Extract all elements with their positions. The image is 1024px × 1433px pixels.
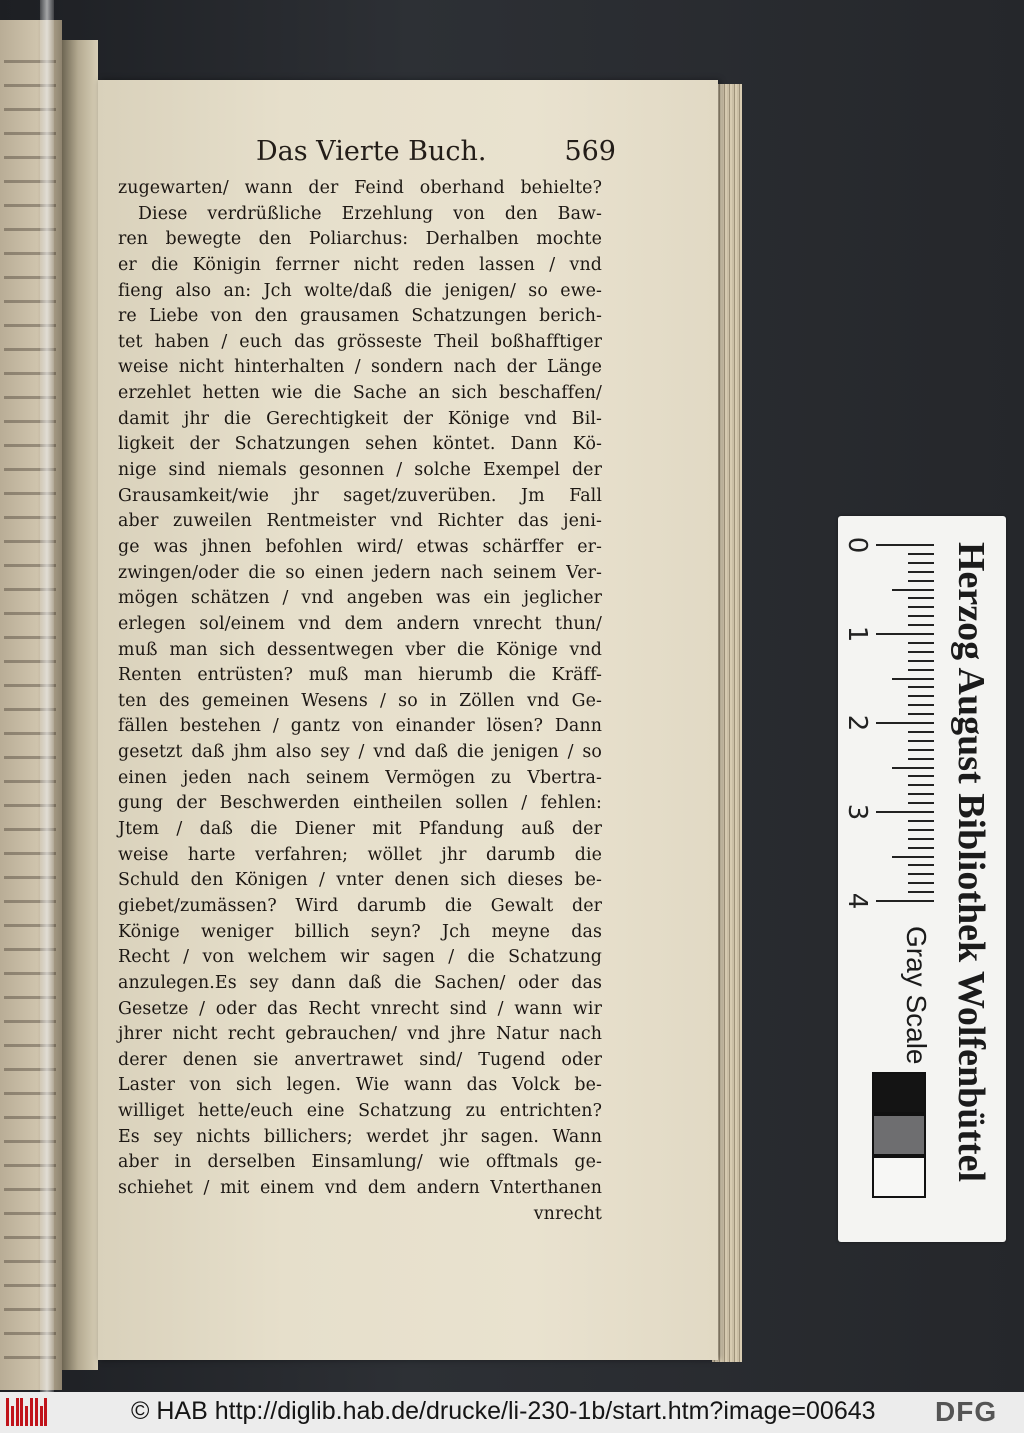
text-line: Es sey nichts billichers; werdet jhr sagen. Wann <box>118 1126 602 1147</box>
text-line: williget hette/euch eine Schatzung zu entrichten? <box>118 1101 602 1122</box>
ruler-tick <box>908 695 934 697</box>
text-line: zwingen/oder die so einen jedern nach seinem Ver- <box>118 562 602 583</box>
ruler-tick <box>908 749 934 751</box>
gray-swatch-mid <box>872 1114 926 1156</box>
ruler-number: 0 <box>842 536 872 554</box>
text-line: erlegen sol/einem vnd dem andern vnrecht thun/ <box>118 613 602 634</box>
text-line: ren bewegte den Poliarchus: Derhalben mochte <box>118 229 602 250</box>
text-line: muß man sich dessentwegen vber die Könige vnd <box>118 639 602 660</box>
text-line: Diese verdrüßliche Erzehlung von den Baw- <box>138 203 602 224</box>
ruler-tick <box>908 651 934 653</box>
ruler <box>838 516 928 916</box>
ruler-tick <box>908 847 934 849</box>
ruler-tick <box>892 767 934 769</box>
ruler-number: 2 <box>842 714 872 732</box>
glass-plate-edge <box>40 0 54 1392</box>
institution-name: Herzog August Bibliothek Wolfenbüttel <box>950 542 992 1183</box>
page-number: 569 <box>564 136 616 167</box>
text-line: gung der Beschwerden eintheilen sollen / fehlen: <box>118 793 602 814</box>
ruler-tick <box>908 873 934 875</box>
ruler-tick <box>908 669 934 671</box>
text-line: mögen schätzen / vnd angeben was ein jeglicher <box>118 588 602 609</box>
text-line: einen jeden nach seinem Vermögen zu Vbertra- <box>118 767 602 788</box>
ruler-tick <box>908 793 934 795</box>
ruler-number: 4 <box>842 892 872 910</box>
ruler-tick <box>908 784 934 786</box>
text-line: Recht / von welchem wir sagen / die Schatzung <box>118 947 602 968</box>
ruler-tick <box>908 615 934 617</box>
ruler-tick <box>876 633 934 635</box>
catchword: vnrecht <box>533 1203 602 1224</box>
text-line: anzulegen.Es sey dann daß die Sachen/ oder das <box>118 972 602 993</box>
ruler-tick <box>908 829 934 831</box>
ruler-tick <box>908 606 934 608</box>
ruler-tick <box>908 686 934 688</box>
ruler-tick <box>908 838 934 840</box>
ruler-tick <box>876 544 934 546</box>
text-line: Renten entrüsten? muß man hierumb die Kräff- <box>118 665 602 686</box>
text-line: nige sind niemals gesonnen / solche Exempel der <box>118 460 602 481</box>
ruler-tick <box>876 811 934 813</box>
gray-scale-label: Gray Scale <box>901 926 932 1065</box>
text-line: aber in derselben Einsamlung/ wie offtmals ge- <box>118 1152 602 1173</box>
dfg-logo: DFG <box>935 1396 998 1427</box>
ruler-tick <box>908 562 934 564</box>
footer-credit: © HAB http://diglib.hab.de/drucke/li-230-1b/start.htm?image=00643 <box>131 1397 876 1425</box>
ruler-tick <box>908 642 934 644</box>
ruler-tick <box>908 864 934 866</box>
ruler-tick <box>876 900 934 902</box>
text-line: ten des gemeinen Wesens / so in Zöllen vnd Ge- <box>118 690 602 711</box>
text-line: weise harte verfahren; wöllet jhr darumb die <box>118 844 602 865</box>
text-line: Laster von sich legen. Wie wann das Volck be- <box>118 1075 602 1096</box>
text-line: zugewarten/ wann der Feind oberhand behielte? <box>118 178 602 198</box>
ruler-tick <box>908 580 934 582</box>
text-line: fieng also an: Jch wolte/daß die jenigen/ so ewe- <box>118 280 602 301</box>
ruler-tick <box>908 624 934 626</box>
text-line: tet haben / euch das grösseste Theil boßhafftiger <box>118 331 602 352</box>
ruler-tick <box>908 597 934 599</box>
ruler-tick <box>876 722 934 724</box>
ruler-tick <box>908 802 934 804</box>
text-line: re Liebe von den grausamen Schatzungen berich- <box>118 306 602 327</box>
hab-logo-icon <box>6 1398 50 1426</box>
ruler-tick <box>892 856 934 858</box>
ruler-tick <box>892 678 934 680</box>
ruler-tick <box>908 704 934 706</box>
footer-bar <box>0 1392 1024 1433</box>
text-line: Grausamkeit/wie jhr saget/zuverüben. Jm Fall <box>118 485 602 506</box>
text-line: ge was jhnen befohlen wird/ etwas schärffer er- <box>118 536 602 557</box>
text-line: aber zuweilen Rentmeister vnd Richter das jeni- <box>118 511 602 532</box>
text-line: Könige weniger billich seyn? Jch meyne das <box>118 921 602 942</box>
running-title: Das Vierte Buch. <box>256 136 487 167</box>
ruler-tick <box>908 553 934 555</box>
text-line: Jtem / daß die Diener mit Pfandung auß der <box>118 819 602 840</box>
text-line: damit jhr die Gerechtigkeit der Könige vnd Bil- <box>118 408 602 429</box>
ruler-tick <box>908 571 934 573</box>
text-line: Schuld den Königen / vnter denen sich dieses be- <box>118 870 602 891</box>
ruler-tick <box>908 660 934 662</box>
text-line: er die Königin ferrner nicht reden lassen / vnd <box>118 254 602 275</box>
ruler-tick <box>908 891 934 893</box>
gray-swatch-dark <box>872 1072 926 1114</box>
text-line: jhrer nicht recht gebrauchen/ vnd jhre Natur nach <box>118 1024 602 1045</box>
text-line: ligkeit der Schatzungen sehen köntet. Dann Kö- <box>118 434 602 455</box>
ruler-tick <box>908 882 934 884</box>
ruler-tick <box>908 758 934 760</box>
ruler-tick <box>908 731 934 733</box>
text-line: derer denen sie anvertrawet sind/ Tugend oder <box>118 1049 602 1070</box>
text-line: erzehlet hetten wie die Sache an sich beschaffen/ <box>118 383 602 404</box>
ruler-tick <box>908 713 934 715</box>
ruler-tick <box>908 740 934 742</box>
ruler-number: 1 <box>842 625 872 643</box>
body-text <box>118 176 602 1227</box>
text-line: weise nicht hinterhalten / sondern nach der Länge <box>118 357 602 378</box>
gray-swatch-light <box>872 1156 926 1198</box>
book-gutter <box>62 40 98 1370</box>
ruler-tick <box>892 589 934 591</box>
ruler-tick <box>908 775 934 777</box>
text-line: schiehet / mit einem vnd dem andern Vnterthanen <box>118 1177 602 1198</box>
running-head <box>256 136 616 176</box>
text-line: gesetzt daß jhm also sey / vnd daß die jenigen / so <box>118 742 602 763</box>
ruler-tick <box>908 820 934 822</box>
text-line: Gesetze / oder das Recht vnrecht sind / wann wir <box>118 998 602 1019</box>
text-line: giebet/zumässen? Wird darumb die Gewalt der <box>118 895 602 916</box>
text-line: fällen bestehen / gantz von einander lösen? Dann <box>118 716 602 737</box>
ruler-number: 3 <box>842 803 872 821</box>
